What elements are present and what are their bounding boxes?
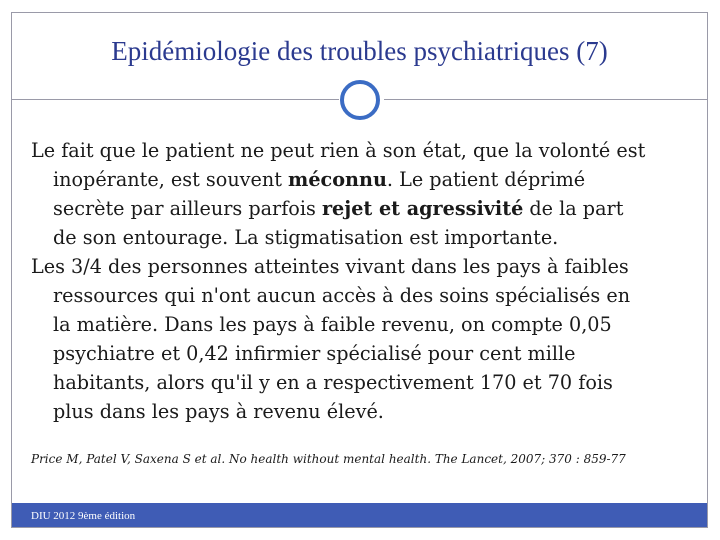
text-line: ressources qui n'ont aucun accès à des soins spécialisés en bbox=[53, 284, 631, 307]
text-span: secrète par ailleurs parfois bbox=[53, 197, 322, 220]
text-span: inopérante, est souvent bbox=[53, 168, 289, 191]
slide-body bbox=[31, 136, 699, 426]
bold-term-rejet: rejet et agressivité bbox=[321, 197, 524, 220]
text-line: plus dans les pays à revenu élevé. bbox=[53, 400, 384, 423]
title-divider-right bbox=[384, 99, 707, 100]
citation: Price M, Patel V, Saxena S et al. No health without mental health. The Lancet, 2007; 370 : 859-77 bbox=[31, 452, 626, 466]
text-line: de son entourage. La stigmatisation est importante. bbox=[53, 226, 559, 249]
text-span: de la part bbox=[523, 197, 624, 220]
title-divider-left bbox=[12, 99, 339, 100]
text-line: psychiatre et 0,42 infirmier spécialisé pour cent mille bbox=[53, 342, 576, 365]
text-line: habitants, alors qu'il y en a respectivement 170 et 70 fois bbox=[53, 371, 613, 394]
slide-title: Epidémiologie des troubles psychiatriques (7) bbox=[111, 36, 608, 66]
text-line: la matière. Dans les pays à faible revenu, on compte 0,05 bbox=[53, 313, 612, 336]
text-line bbox=[31, 194, 699, 223]
bold-term-meconnu: méconnu bbox=[288, 168, 387, 191]
text-line bbox=[31, 165, 699, 194]
paragraph-stigma bbox=[31, 136, 699, 252]
ring-ornament-icon bbox=[340, 80, 380, 120]
text-line: Le fait que le patient ne peut rien à son état, que la volonté est bbox=[31, 139, 646, 162]
text-line: Les 3/4 des personnes atteintes vivant dans les pays à faibles bbox=[31, 255, 629, 278]
paragraph-access bbox=[31, 252, 699, 426]
text-span: . Le patient déprimé bbox=[386, 168, 586, 191]
footer-text: DIU 2012 9ème édition bbox=[31, 510, 136, 522]
